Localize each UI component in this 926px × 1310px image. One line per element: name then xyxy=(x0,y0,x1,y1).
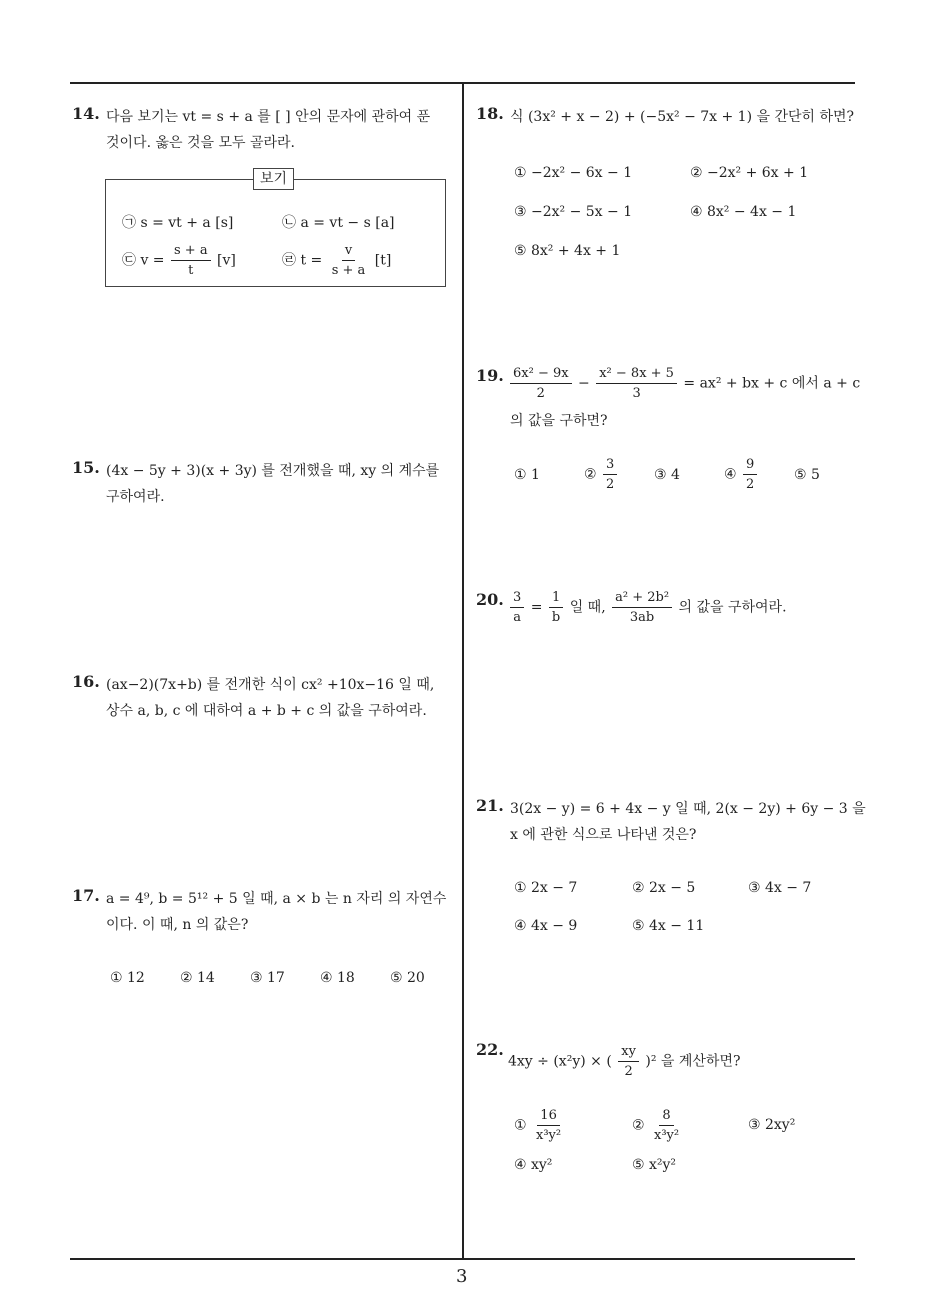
option-1[interactable]: ① 1 xyxy=(514,467,540,483)
question-text-line2: 것이다. 옳은 것을 모두 골라라. xyxy=(106,135,295,151)
fraction-denominator: x³y² xyxy=(654,1128,680,1143)
bogi-label: 보기 xyxy=(253,168,294,190)
question-text-line2: x 에 관한 식으로 나타낸 것은? xyxy=(510,827,697,843)
expression-prefix: 4xy ÷ (x²y) × ( xyxy=(508,1053,612,1070)
fraction-3 xyxy=(612,590,672,625)
fraction-numerator: 8 xyxy=(659,1108,673,1126)
option-2[interactable]: ② −2x² + 6x + 1 xyxy=(690,165,809,181)
fraction xyxy=(618,1044,639,1079)
option-5[interactable]: ⑤ 20 xyxy=(390,970,425,986)
fraction-numerator: v xyxy=(342,243,355,261)
question-text-line1: 3(2x − y) = 6 + 4x − y 일 때, 2(x − 2y) + 6y − 3 을 xyxy=(510,801,866,817)
fraction-numerator: 1 xyxy=(549,590,563,608)
option-3[interactable]: ③ 4x − 7 xyxy=(748,880,812,896)
bogi-item-c xyxy=(122,243,236,278)
fraction-denominator: 3ab xyxy=(629,610,655,625)
option-label: ① xyxy=(514,1117,527,1134)
option-4[interactable]: ④ 8x² − 4x − 1 xyxy=(690,204,797,220)
question-text-line1: 식 (3x² + x − 2) + (−5x² − 7x + 1) 을 간단히 하면? xyxy=(510,109,855,125)
fraction-denominator: b xyxy=(551,610,561,625)
fraction-numerator: 3 xyxy=(603,457,617,475)
question-text-line1: (ax−2)(7x+b) 를 전개한 식이 cx² +10x−16 일 때, xyxy=(106,677,435,693)
bottom-rule xyxy=(70,1258,855,1260)
option-fraction xyxy=(743,457,757,492)
question-number: 16. xyxy=(72,672,100,691)
option-5[interactable]: ⑤ 8x² + 4x + 1 xyxy=(514,243,621,259)
option-label: ④ xyxy=(724,466,737,483)
question-text-line1 xyxy=(508,590,787,625)
page-number: 3 xyxy=(456,1266,468,1287)
fraction-numerator: 6x² − 9x xyxy=(510,366,572,384)
fraction-numerator: a² + 2b² xyxy=(612,590,672,608)
question-tail: 의 값을 구하여라. xyxy=(678,599,787,616)
bogi-item-c-fraction xyxy=(171,243,211,278)
question-text-line1 xyxy=(508,366,860,401)
fraction-numerator: s + a xyxy=(171,243,211,261)
option-1[interactable]: ① −2x² − 6x − 1 xyxy=(514,165,633,181)
fraction-numerator: xy xyxy=(618,1044,639,1062)
fraction-numerator: x² − 8x + 5 xyxy=(596,366,677,384)
minus-sign: − xyxy=(578,375,590,392)
option-label: ② xyxy=(632,1117,645,1134)
bogi-item-c-suffix: [v] xyxy=(217,252,236,269)
column-divider xyxy=(462,82,464,1260)
question-text-line2: 구하여라. xyxy=(106,489,165,505)
option-2[interactable]: ② 2x − 5 xyxy=(632,880,696,896)
option-5[interactable]: ⑤ x²y² xyxy=(632,1157,677,1173)
option-fraction xyxy=(603,457,617,492)
fraction-denominator: s + a xyxy=(331,263,366,278)
condition-text: 일 때, xyxy=(569,599,606,616)
option-4[interactable] xyxy=(724,457,759,492)
option-4[interactable]: ④ xy² xyxy=(514,1157,553,1173)
question-number: 20. xyxy=(476,590,504,609)
option-fraction xyxy=(651,1108,682,1143)
bogi-item-a: ㉠ s = vt + a [s] xyxy=(122,215,234,231)
fraction-denominator: 2 xyxy=(536,386,545,401)
question-number: 14. xyxy=(72,104,100,123)
question-text-line1 xyxy=(508,1044,740,1079)
option-5[interactable]: ⑤ 4x − 11 xyxy=(632,918,705,934)
bogi-item-d xyxy=(282,243,391,278)
question-text-line2: 이다. 이 때, n 의 값은? xyxy=(106,917,249,933)
question-number: 15. xyxy=(72,458,100,477)
fraction-denominator: 2 xyxy=(746,477,755,492)
option-3[interactable]: ③ 17 xyxy=(250,970,285,986)
option-4[interactable]: ④ 4x − 9 xyxy=(514,918,578,934)
bogi-item-d-prefix: ㉣ t = xyxy=(282,252,323,269)
fraction-denominator: 2 xyxy=(624,1064,633,1079)
option-2[interactable] xyxy=(632,1108,684,1143)
question-text-line1: a = 4⁹, b = 5¹² + 5 일 때, a × b 는 n 자리 의 자연수 xyxy=(106,891,447,907)
option-4[interactable]: ④ 18 xyxy=(320,970,355,986)
fraction-denominator: 2 xyxy=(606,477,615,492)
equation-tail: = ax² + bx + c 에서 a + c xyxy=(683,375,861,392)
equals-sign: = xyxy=(530,599,543,616)
question-number: 22. xyxy=(476,1040,504,1059)
question-number: 18. xyxy=(476,104,504,123)
option-2[interactable] xyxy=(584,457,619,492)
bogi-item-b: ㉡ a = vt − s [a] xyxy=(282,215,395,231)
question-text-line1: 다음 보기는 vt = s + a 를 [ ] 안의 문자에 관하여 푼 xyxy=(106,109,431,125)
option-1[interactable]: ① 2x − 7 xyxy=(514,880,578,896)
fraction-denominator: x³y² xyxy=(536,1128,562,1143)
fraction-1 xyxy=(510,590,524,625)
option-3[interactable]: ③ 4 xyxy=(654,467,680,483)
option-1[interactable] xyxy=(514,1108,566,1143)
fraction-2 xyxy=(549,590,563,625)
question-text-line2: 의 값을 구하면? xyxy=(510,413,608,429)
expression-suffix: )² 을 계산하면? xyxy=(645,1053,741,1070)
question-text-line2: 상수 a, b, c 에 대하여 a + b + c 의 값을 구하여라. xyxy=(106,703,427,719)
option-1[interactable]: ① 12 xyxy=(110,970,145,986)
option-2[interactable]: ② 14 xyxy=(180,970,215,986)
option-label: ② xyxy=(584,466,597,483)
fraction-numerator: 3 xyxy=(510,590,524,608)
question-number: 19. xyxy=(476,366,504,385)
option-5[interactable]: ⑤ 5 xyxy=(794,467,820,483)
question-number: 21. xyxy=(476,796,504,815)
bogi-item-d-suffix: [t] xyxy=(374,252,392,269)
fraction-numerator: 9 xyxy=(743,457,757,475)
option-fraction xyxy=(533,1108,564,1143)
fraction-numerator: 16 xyxy=(537,1108,560,1126)
fraction-denominator: 3 xyxy=(632,386,641,401)
option-3[interactable]: ③ −2x² − 5x − 1 xyxy=(514,204,633,220)
bogi-item-d-fraction xyxy=(329,243,369,278)
fraction-1 xyxy=(510,366,572,401)
fraction-denominator: a xyxy=(513,610,522,625)
option-3[interactable]: ③ 2xy² xyxy=(748,1117,796,1133)
question-text-line1: (4x − 5y + 3)(x + 3y) 를 전개했을 때, xy 의 계수를 xyxy=(106,463,440,479)
question-number: 17. xyxy=(72,886,100,905)
bogi-item-c-prefix: ㉢ v = xyxy=(122,252,165,269)
fraction-denominator: t xyxy=(188,263,194,278)
fraction-2 xyxy=(596,366,677,401)
